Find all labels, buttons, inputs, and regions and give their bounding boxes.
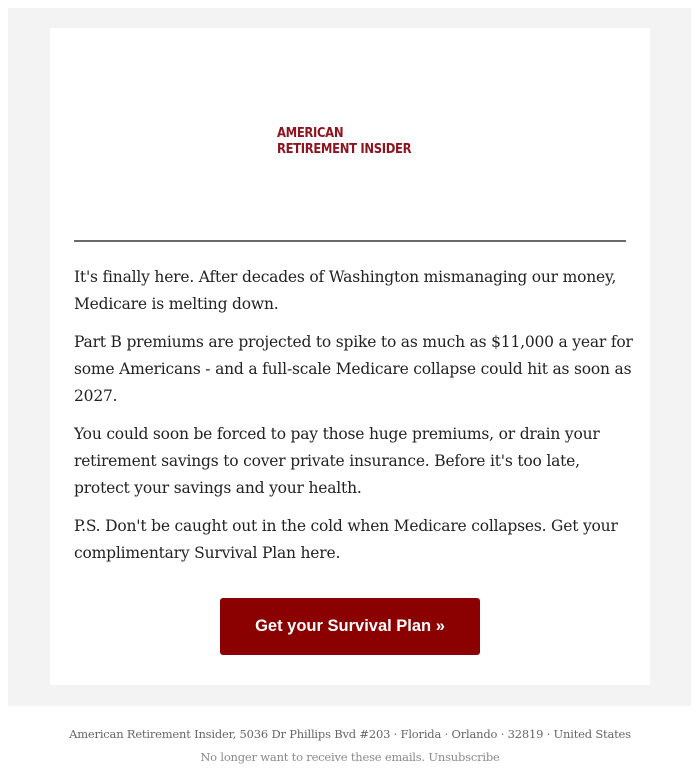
footer-unsubscribe-line (0, 748, 700, 766)
email-footer (0, 725, 700, 766)
brand-wordmark (277, 125, 411, 157)
survival-plan-button[interactable]: Get your Survival Plan » (220, 598, 480, 655)
brand-logo[interactable] (271, 94, 433, 188)
unsubscribe-prefix: No longer want to receive these emails. (200, 750, 425, 764)
footer-address: American Retirement Insider, 5036 Dr Phillips Bvd #203 · Florida · Orlando · 32819 · United States (69, 727, 631, 741)
email-background (8, 8, 691, 706)
paragraph-4: P.S. Don't be caught out in the cold when Medicare collapses. Get your complimentary Survival Plan here. (74, 517, 618, 562)
brand-line-1: AMERICAN (277, 125, 344, 141)
paragraph-2: Part B premiums are projected to spike to as much as $11,000 a year for some Americans - and a full-scale Medicare collapse could hit as soon as 2027. (74, 333, 633, 405)
paragraph-3: You could soon be forced to pay those huge premiums, or drain your retirement savings to cover private insurance. Before it's too late, protect your savings and your health. (74, 425, 600, 497)
brand-line-2: RETIREMENT INSIDER (277, 141, 412, 157)
paragraph-1: It's finally here. After decades of Washington mismanaging our money, Medicare is melting down. (74, 268, 617, 313)
email-card (50, 28, 650, 685)
unsubscribe-link[interactable]: Unsubscribe (428, 750, 500, 764)
divider (74, 240, 626, 242)
email-body (74, 264, 634, 578)
